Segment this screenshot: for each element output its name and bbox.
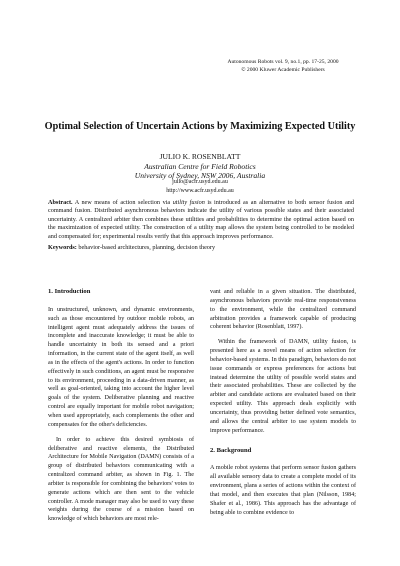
abstract-label: Abstract. xyxy=(48,199,73,206)
section-1-paragraph-3: Within the framework of DAMN, utility fusion, is presented here as a novel means of action selection for behavior-based systems. In this paradigm, behaviors do not issue commands or express preferences for actions but instead determine the utility of possible world states and their associated probabilities. These are collected by the arbiter and candidate actions are evaluated based on their expected utility. This approach deals explicitly with uncertainty, thus providing better defined vote semantics, and allows the central arbiter to use system models to improve performance. xyxy=(210,339,356,434)
keywords-text: behavior-based architectures, planning, decision theory xyxy=(76,244,216,251)
section-2-heading: 2. Background xyxy=(210,446,252,454)
author-url[interactable]: http://www.acfr.usyd.edu.au xyxy=(166,188,234,194)
abstract xyxy=(48,199,354,241)
journal-line-2: © 2000 Kluwer Academic Publishers xyxy=(241,66,325,73)
keywords-label: Keywords: xyxy=(48,244,77,251)
section-2-paragraph-1: A mobile robot systems that perform sensor fusion gathers all available sensory data to create a complete model of its environment, plans a series of actions within the context of that model, and then executes that plan (Nilsson, 1984; Shafer et al., 1986). This approach has the advantage of being able to combine evidence to xyxy=(210,465,356,516)
author-name: JULIO K. ROSENBLATT xyxy=(159,152,241,161)
contact-block xyxy=(0,178,400,196)
affiliation-line-2: University of Sydney, NSW 2006, Australia xyxy=(134,171,266,180)
abstract-emphasis: utility fusion xyxy=(172,199,205,206)
journal-line-1: Autonomous Robots vol. 9, no.1, pp. 17-25, 2000 xyxy=(227,59,339,65)
author-block xyxy=(0,152,400,181)
paper-title: Optimal Selection of Uncertain Actions by Maximizing Expected Utility xyxy=(44,121,356,132)
keywords xyxy=(48,244,354,252)
journal-citation xyxy=(193,59,373,74)
section-1-paragraph-1: In unstructured, unknown, and dynamic environments, such as those encountered by outdoor mobile robots, an intelligent agent must adequately address the issues of incomplete and inaccurate knowledge; it must be able to handle uncertainty in both its sensed and a priori information, in the current state of the agent itself, as well as in the effects of the agent's actions. In order to function effectively in such conditions, an agent must be responsive to its environment, proceeding in a data-driven manner, as well as goal-oriented, taking into account the higher level goals of the system. Deliberative planning and reactive control are equally important for mobile robot navigation; when used appropriately, each complements the other and compensates for the other's deficiencies. xyxy=(48,306,194,428)
left-column xyxy=(48,288,194,530)
affiliation-line-1: Australian Centre for Field Robotics xyxy=(144,161,256,171)
author-email[interactable]: julio@acfr.usyd.edu.au xyxy=(172,179,228,185)
abstract-text-1: A new means of action selection via xyxy=(72,199,173,206)
section-1-paragraph-2: In order to achieve this desired symbiosis of deliberative and reactive elements, the Distributed Architecture for Mobile Navigation (DAMN) consists of a group of distributed behaviors communicating with a centralized command arbiter, as shown in Fig. 1. The arbiter is responsible for combining the behaviors' votes to generate actions which are then sent to the vehicle controller. A mode manager may also be used to vary these weights during the course of a mission based on knowledge of which behaviors are most rele- xyxy=(48,436,194,523)
section-1-heading: 1. Introduction xyxy=(48,288,91,295)
section-1-paragraph-2-continued: vant and reliable in a given situation. The distributed, asynchronous behaviors provide real-time responsiveness to the environment, while the centralized command arbitration provides a framework capable of producing coherent behavior (Rosenblatt, 1997). xyxy=(210,289,356,331)
abstract-text-2: is introduced as an alternative to both sensor fusion and command fusion. Distributed asynchronous behaviors indicate the utility of various possible states and their associated uncertainty. A centralized arbiter then combines these utilities and probabilities to determine the optimal action based on the maximization of expected utility. The construction of a utility map allows the system being controlled to be modeled and compensated for; experimental results verify that this approach improves performance. xyxy=(48,199,354,240)
right-column xyxy=(210,288,356,523)
